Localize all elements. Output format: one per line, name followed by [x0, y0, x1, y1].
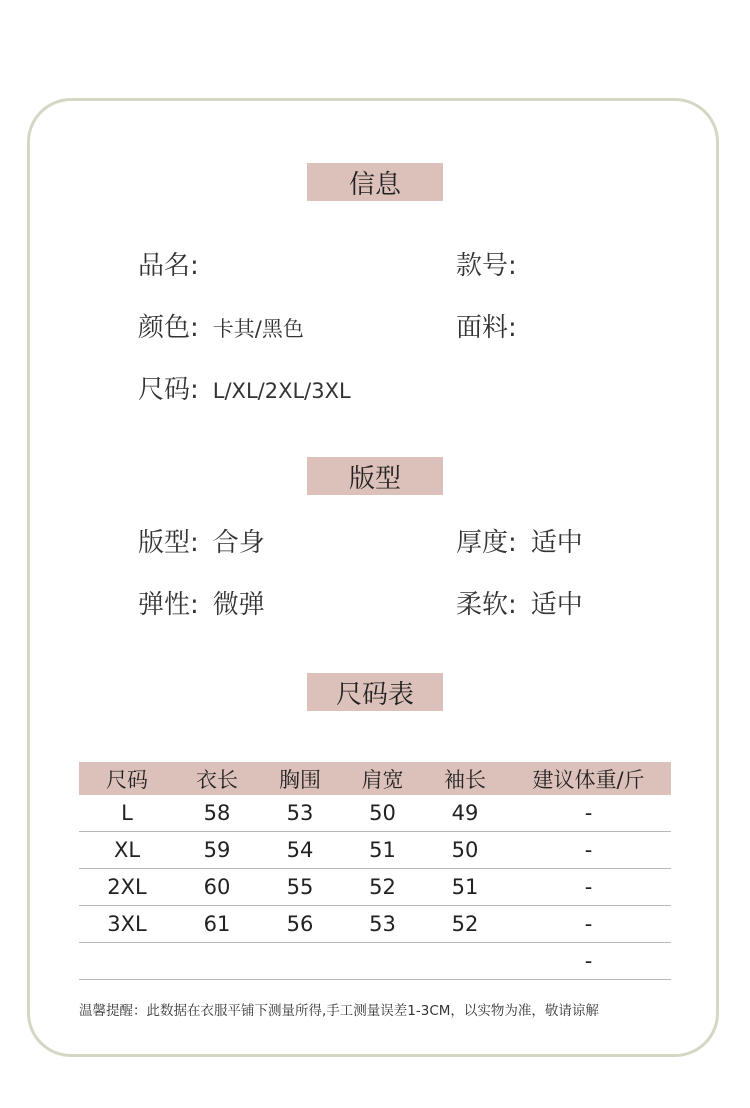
table-cell — [79, 943, 175, 980]
size-table — [79, 762, 671, 980]
column-header: 建议体重/斤 — [506, 762, 671, 795]
size-field — [138, 369, 351, 406]
section-header-info: 信息 — [307, 163, 443, 201]
fit-field — [138, 522, 265, 559]
product-name-field — [138, 245, 213, 282]
table-row — [79, 943, 671, 980]
section-header-fit: 版型 — [307, 457, 443, 495]
table-cell: 3XL — [79, 906, 175, 943]
table-cell: 52 — [341, 869, 424, 906]
column-header: 胸围 — [259, 762, 341, 795]
table-cell: 56 — [259, 906, 341, 943]
table-row — [79, 869, 671, 906]
table-cell — [175, 943, 259, 980]
fabric-field — [456, 307, 531, 344]
colon: : — [190, 313, 199, 343]
colon: : — [190, 590, 199, 620]
table-row — [79, 906, 671, 943]
product-name-label: 品名 — [138, 251, 191, 281]
fit-value: 合身 — [212, 528, 265, 558]
table-cell: - — [506, 832, 671, 869]
table-cell: 59 — [175, 832, 259, 869]
elasticity-label: 弹性 — [138, 590, 191, 620]
table-cell: 51 — [341, 832, 424, 869]
thickness-value: 适中 — [530, 528, 583, 558]
table-cell: 51 — [424, 869, 506, 906]
table-cell: L — [79, 795, 175, 832]
elasticity-value: 微弹 — [212, 590, 265, 620]
softness-value: 适中 — [530, 590, 583, 620]
section-header-size-chart: 尺码表 — [307, 673, 443, 711]
style-no-label: 款号 — [456, 251, 509, 281]
column-header: 尺码 — [79, 762, 175, 795]
thickness-field — [456, 522, 583, 559]
colon: : — [190, 528, 199, 558]
table-cell: XL — [79, 832, 175, 869]
softness-field — [456, 584, 583, 621]
table-cell: 53 — [259, 795, 341, 832]
table-cell: 50 — [424, 832, 506, 869]
measurement-note: 温馨提醒：此数据在衣服平铺下测量所得,手工测量误差1-3CM，以实物为准，敬请谅解 — [79, 1003, 599, 1019]
table-cell: 54 — [259, 832, 341, 869]
table-cell: - — [506, 795, 671, 832]
size-value: L/XL/2XL/3XL — [212, 379, 351, 403]
fit-label: 版型 — [138, 528, 191, 558]
colon: : — [190, 375, 199, 405]
table-cell: 2XL — [79, 869, 175, 906]
table-cell — [424, 943, 506, 980]
table-cell — [259, 943, 341, 980]
table-cell: - — [506, 943, 671, 980]
colon: : — [508, 528, 517, 558]
colon: : — [190, 251, 199, 281]
style-no-field — [456, 245, 531, 282]
table-cell: - — [506, 906, 671, 943]
table-cell — [341, 943, 424, 980]
table-cell: 50 — [341, 795, 424, 832]
color-value: 卡其/黑色 — [212, 317, 304, 341]
color-field — [138, 307, 304, 344]
thickness-label: 厚度 — [456, 528, 509, 558]
color-label: 颜色 — [138, 313, 191, 343]
fabric-label: 面料 — [456, 313, 509, 343]
column-header: 肩宽 — [341, 762, 424, 795]
size-label: 尺码 — [138, 375, 191, 405]
elasticity-field — [138, 584, 265, 621]
column-header: 衣长 — [175, 762, 259, 795]
table-cell: 61 — [175, 906, 259, 943]
table-cell: 53 — [341, 906, 424, 943]
colon: : — [508, 251, 517, 281]
table-row — [79, 832, 671, 869]
colon: : — [508, 313, 517, 343]
table-header-row — [79, 762, 671, 795]
table-cell: 55 — [259, 869, 341, 906]
softness-label: 柔软 — [456, 590, 509, 620]
column-header: 袖长 — [424, 762, 506, 795]
table-cell: - — [506, 869, 671, 906]
table-cell: 60 — [175, 869, 259, 906]
table-cell: 52 — [424, 906, 506, 943]
colon: : — [508, 590, 517, 620]
table-cell: 58 — [175, 795, 259, 832]
table-row — [79, 795, 671, 832]
table-cell: 49 — [424, 795, 506, 832]
